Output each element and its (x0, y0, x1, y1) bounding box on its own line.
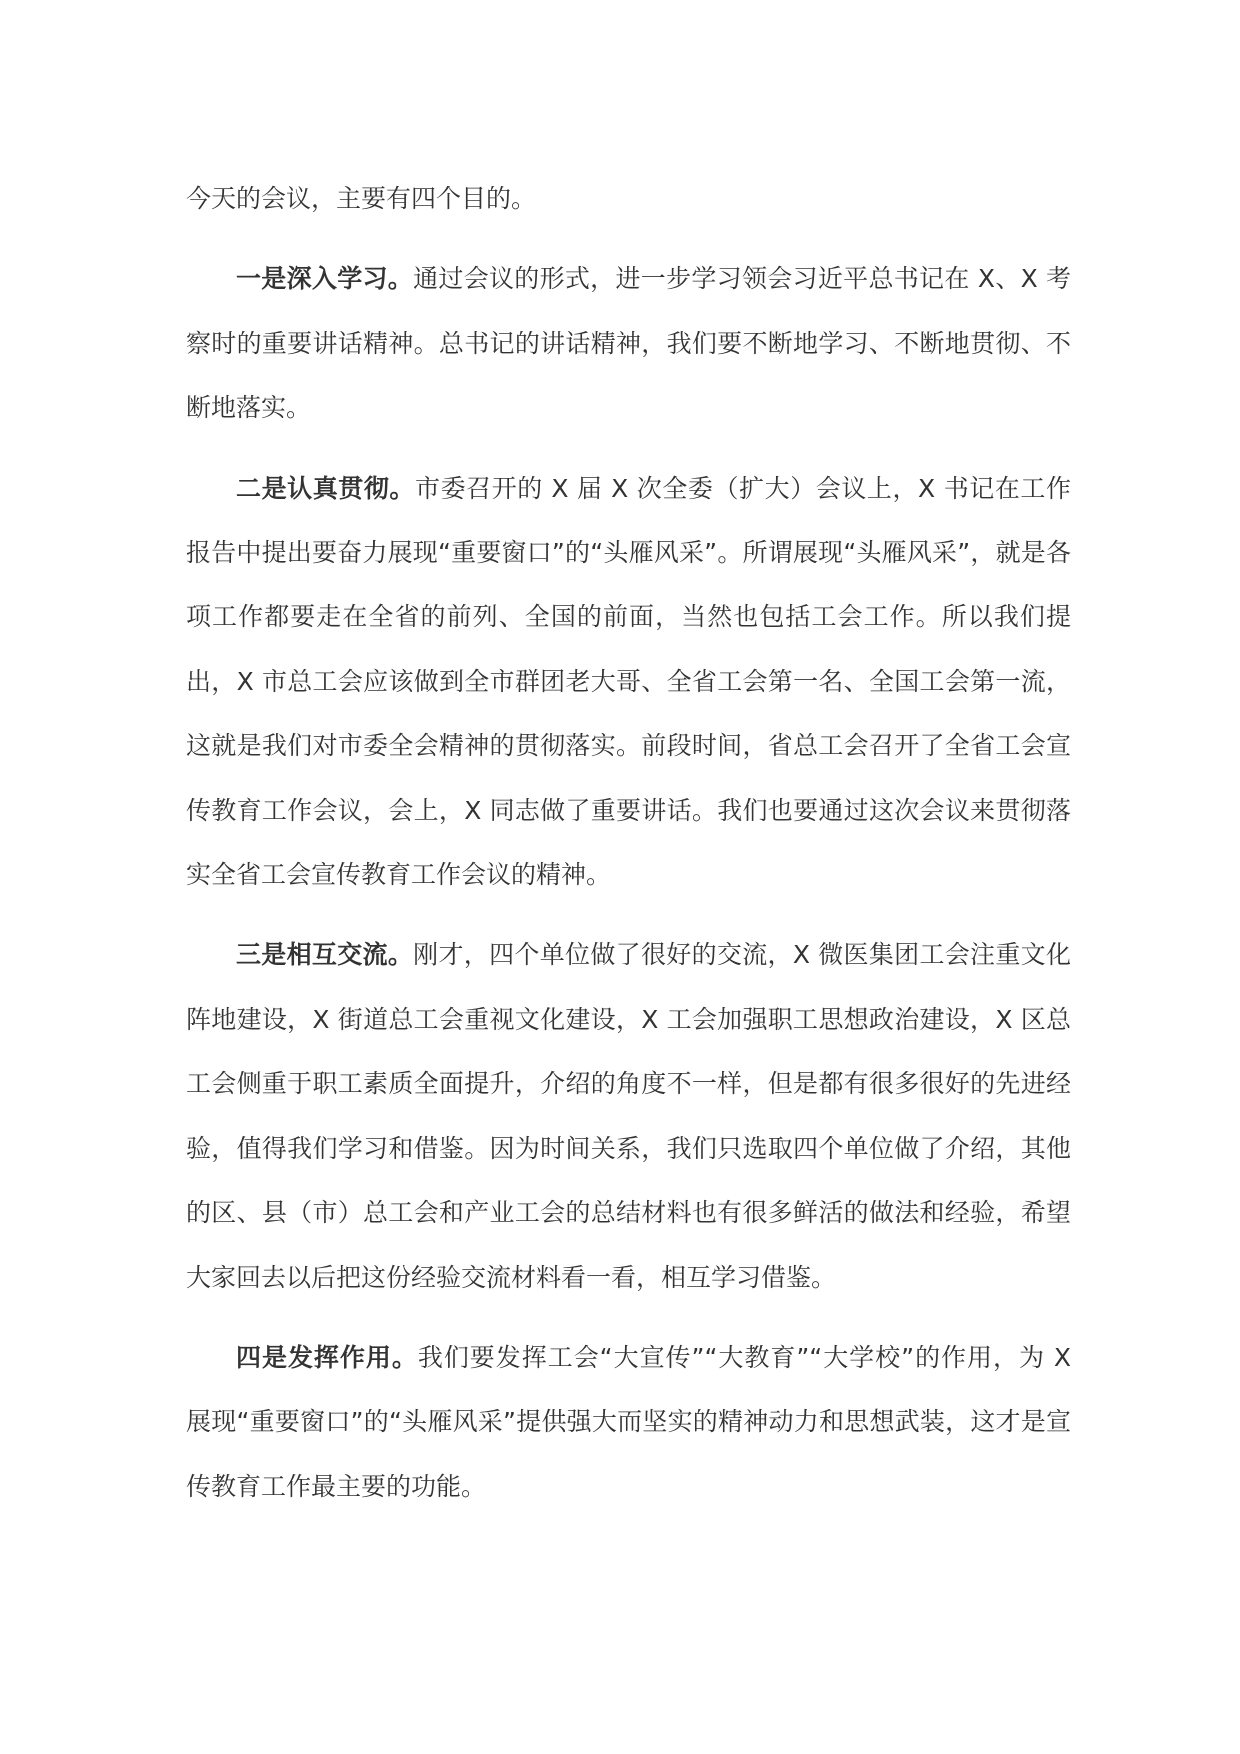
point-lead-3: 三是相互交流。 (236, 940, 414, 970)
document-body (186, 167, 1071, 1519)
point-paragraph-2 (186, 457, 1071, 908)
point-body-3: 刚才，四个单位做了很好的交流，X 微医集团工会注重文化阵地建设，X 街道总工会重视文化建设，X 工会加强职工思想政治建设，X 区总工会侧重于职工素质全面提升，介绍的角度不一样，但是都有很多很好的先进经验，值得我们学习和借鉴。因为时间关系，我们只选取四个单位做了介绍，其他的区、县（市）总工会和产业工会的总结材料也有很多鲜活的做法和经验，希望大家回去以后把这份经验交流材料看一看，相互学习借鉴。 (186, 940, 1071, 1292)
point-body-4: 我们要发挥工会“大宣传”“大教育”“大学校”的作用，为 X 展现“重要窗口”的“头雁风采”提供强大而坚实的精神动力和思想武装，这才是宣传教育工作最主要的功能。 (186, 1342, 1071, 1501)
point-paragraph-3 (186, 923, 1071, 1309)
point-body-2: 市委召开的 X 届 X 次全委（扩大）会议上，X 书记在工作报告中提出要奋力展现“重要窗口”的“头雁风采”。所谓展现“头雁风采”，就是各项工作都要走在全省的前列、全国的前面，当然也包括工会工作。所以我们提出，X 市总工会应该做到全市群团老大哥、全省工会第一名、全国工会第一流，这就是我们对市委全会精神的贯彻落实。前段时间，省总工会召开了全省工会宣传教育工作会议，会上，X 同志做了重要讲话。我们也要通过这次会议来贯彻落实全省工会宣传教育工作会议的精神。 (186, 473, 1071, 890)
point-body-1: 通过会议的形式，进一步学习领会习近平总书记在 X、X 考察时的重要讲话精神。总书记的讲话精神，我们要不断地学习、不断地贯彻、不断地落实。 (186, 264, 1071, 423)
point-lead-4: 四是发挥作用。 (236, 1342, 418, 1372)
intro-paragraph: 今天的会议，主要有四个目的。 (186, 184, 537, 213)
point-lead-2: 二是认真贯彻。 (236, 473, 416, 503)
point-paragraph-4 (186, 1326, 1071, 1519)
point-lead-1: 一是深入学习。 (236, 264, 414, 294)
point-paragraph-1 (186, 247, 1071, 440)
